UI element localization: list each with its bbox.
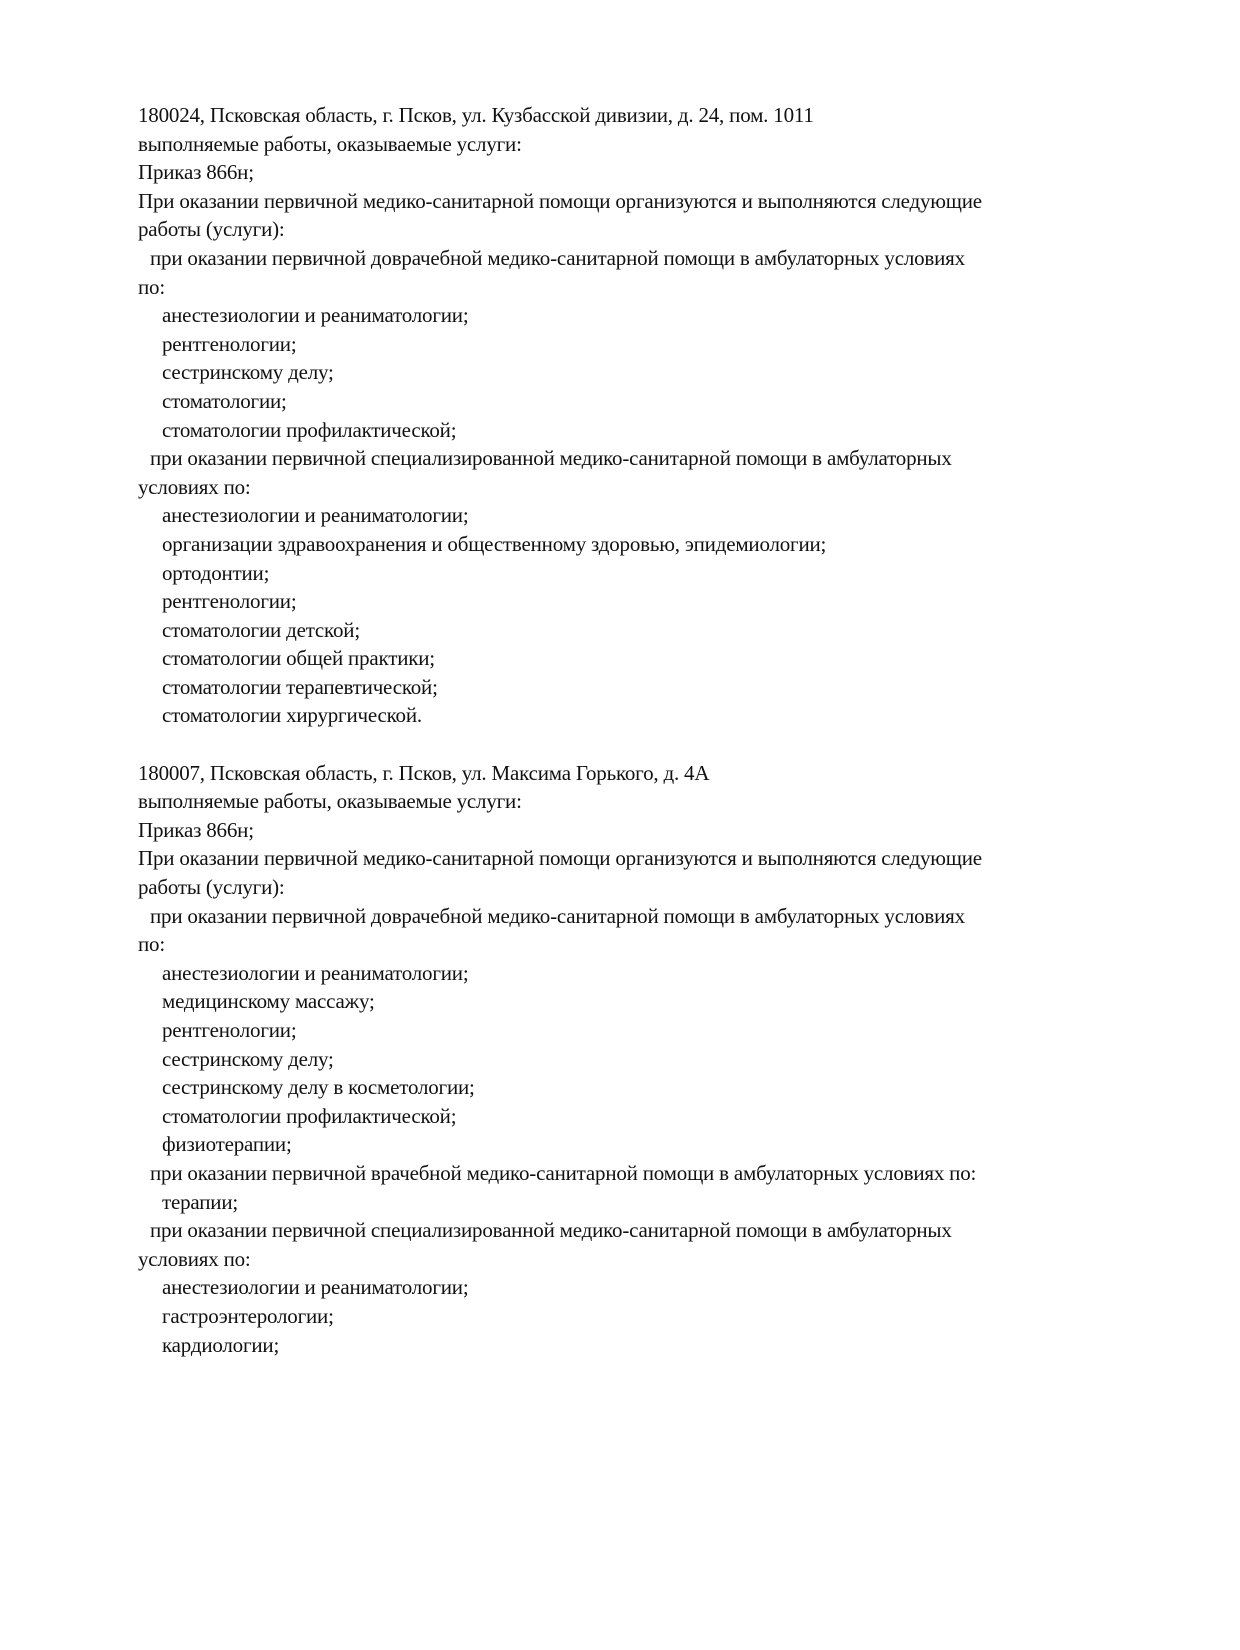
service-item: стоматологии хирургической.: [162, 703, 422, 728]
intro-text: При оказании первичной медико-санитарной помощи организуются и выполняются следующие: [138, 188, 982, 213]
works-label: выполняемые работы, оказываемые услуги:: [138, 131, 522, 156]
section-spacer: [138, 730, 1118, 759]
service-item: анестезиологии и реаниматологии;: [162, 503, 469, 528]
section-address: 180007, Псковская область, г. Псков, ул. Максима Горького, д. 4А: [138, 760, 710, 785]
document-page: [138, 101, 1118, 1359]
intro-text-continued: работы (услуги):: [138, 875, 285, 900]
order-reference: Приказ 866н;: [138, 817, 254, 842]
service-item: рентгенологии;: [162, 589, 297, 614]
care-type-header: при оказании первичной доврачебной медико-санитарной помощи в амбулаторных условиях: [150, 903, 965, 928]
service-item: физиотерапии;: [162, 1132, 292, 1157]
service-item: стоматологии профилактической;: [162, 417, 457, 442]
care-type-header: при оказании первичной специализированной медико-санитарной помощи в амбулаторных: [150, 1218, 952, 1243]
works-label: выполняемые работы, оказываемые услуги:: [138, 789, 522, 814]
care-type-header-continued: по:: [138, 274, 165, 299]
care-type-header-continued: по:: [138, 932, 165, 957]
service-item: анестезиологии и реаниматологии;: [162, 1275, 469, 1300]
service-item: терапии;: [162, 1189, 238, 1214]
care-type-header: при оказании первичной специализированной медико-санитарной помощи в амбулаторных: [150, 446, 952, 471]
service-item: ортодонтии;: [162, 560, 270, 585]
service-item: сестринскому делу;: [162, 360, 334, 385]
care-type-header: при оказании первичной доврачебной медико-санитарной помощи в амбулаторных условиях: [150, 245, 965, 270]
service-item: стоматологии терапевтической;: [162, 674, 438, 699]
service-item: стоматологии;: [162, 388, 287, 413]
order-reference: Приказ 866н;: [138, 160, 254, 185]
service-item: стоматологии профилактической;: [162, 1103, 457, 1128]
service-item: рентгенологии;: [162, 1018, 297, 1042]
care-type-header: при оказании первичной врачебной медико-санитарной помощи в амбулаторных условиях по:: [150, 1160, 977, 1185]
section-address: 180024, Псковская область, г. Псков, ул. Кузбасской дивизии, д. 24, пом. 1011: [138, 103, 814, 127]
service-item: рентгенологии;: [162, 331, 297, 356]
care-type-header-continued: условиях по:: [138, 1246, 251, 1271]
service-item: сестринскому делу в косметологии;: [162, 1075, 475, 1100]
service-item: медицинскому массажу;: [162, 989, 375, 1014]
service-item: анестезиологии и реаниматологии;: [162, 303, 469, 328]
service-item: организации здравоохранения и общественному здоровью, эпидемиологии;: [162, 531, 827, 556]
service-item: сестринскому делу;: [162, 1046, 334, 1071]
service-item: кардиологии;: [162, 1332, 280, 1357]
service-item: гастроэнтерологии;: [162, 1303, 334, 1328]
intro-text-continued: работы (услуги):: [138, 217, 285, 242]
intro-text: При оказании первичной медико-санитарной помощи организуются и выполняются следующие: [138, 846, 982, 871]
service-item: анестезиологии и реаниматологии;: [162, 960, 469, 985]
service-item: стоматологии детской;: [162, 617, 360, 642]
care-type-header-continued: условиях по:: [138, 474, 251, 499]
service-item: стоматологии общей практики;: [162, 646, 435, 671]
